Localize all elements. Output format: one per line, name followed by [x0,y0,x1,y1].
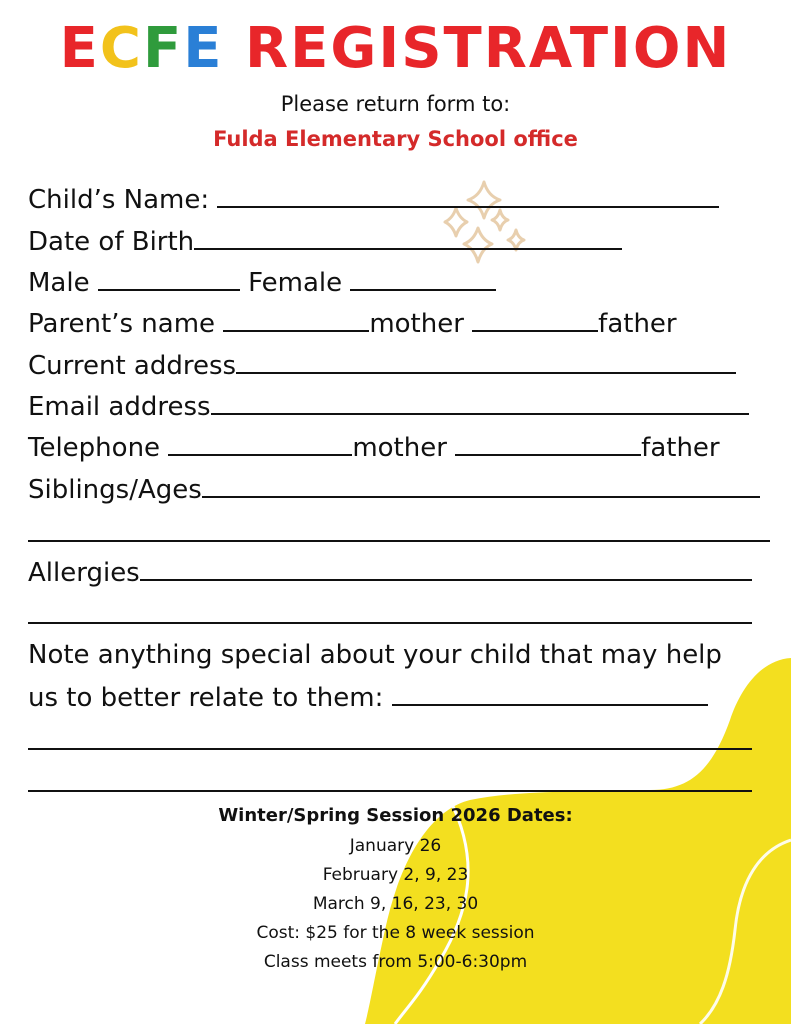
mother-phone-blank[interactable] [168,428,352,456]
session-time: Class meets from 5:00-6:30pm [263,952,528,972]
office-name: Fulda Elementary School office [213,127,578,151]
title-letter-c: C [99,16,143,81]
session-date-1: January 26 [349,836,442,856]
allergies-extra-line[interactable] [28,622,752,624]
telephone-row [28,428,720,465]
address-blank[interactable] [236,346,736,374]
title-letter-e2: E [183,16,224,81]
dob-row [28,222,622,259]
note-text-line2: us to better relate to them: [28,683,384,713]
gender-row [28,263,496,300]
title-letter-e: E [59,16,100,81]
session-date-2: February 2, 9, 23 [322,865,469,885]
siblings-extra-line[interactable] [28,540,770,542]
parent-mother-label: mother [369,309,464,339]
allergies-label: Allergies [28,558,140,588]
parent-name-label: Parent’s name [28,309,216,339]
child-name-row [28,180,719,217]
session-cost: Cost: $25 for the 8 week session [256,923,535,943]
male-blank[interactable] [98,263,240,291]
note-text-line1: Note anything special about your child that may help [28,640,722,670]
father-name-blank[interactable] [472,304,598,332]
title-registration: REGISTRATION [245,16,732,81]
note-extra-line-1[interactable] [28,748,752,750]
note-blank[interactable] [392,678,708,706]
siblings-row [28,470,760,507]
dob-blank[interactable] [194,222,622,250]
email-label: Email address [28,392,211,422]
session-date-3: March 9, 16, 23, 30 [312,894,479,914]
allergies-blank[interactable] [140,553,752,581]
siblings-blank[interactable] [202,470,760,498]
telephone-mother-label: mother [352,433,447,463]
female-label: Female [248,268,343,298]
father-phone-blank[interactable] [455,428,641,456]
title-letter-f: F [143,16,184,81]
note-extra-line-2[interactable] [28,790,752,792]
child-name-label: Child’s Name: [28,185,210,215]
parent-father-label: father [598,309,677,339]
email-row [28,387,749,424]
mother-name-blank[interactable] [223,304,369,332]
female-blank[interactable] [350,263,496,291]
child-name-blank[interactable] [217,180,719,208]
parent-name-row [28,304,677,341]
telephone-father-label: father [641,433,720,463]
email-blank[interactable] [211,387,749,415]
session-title: Winter/Spring Session 2026 Dates: [218,805,573,826]
address-row [28,346,736,383]
address-label: Current address [28,351,237,381]
male-label: Male [28,268,90,298]
dob-label: Date of Birth [28,227,195,257]
note-row-2 [28,678,708,715]
note-row-1 [28,638,722,672]
siblings-label: Siblings/Ages [28,475,202,505]
allergies-row [28,553,752,590]
telephone-label: Telephone [28,433,161,463]
return-instruction: Please return form to: [280,92,511,116]
page-title [0,14,791,84]
